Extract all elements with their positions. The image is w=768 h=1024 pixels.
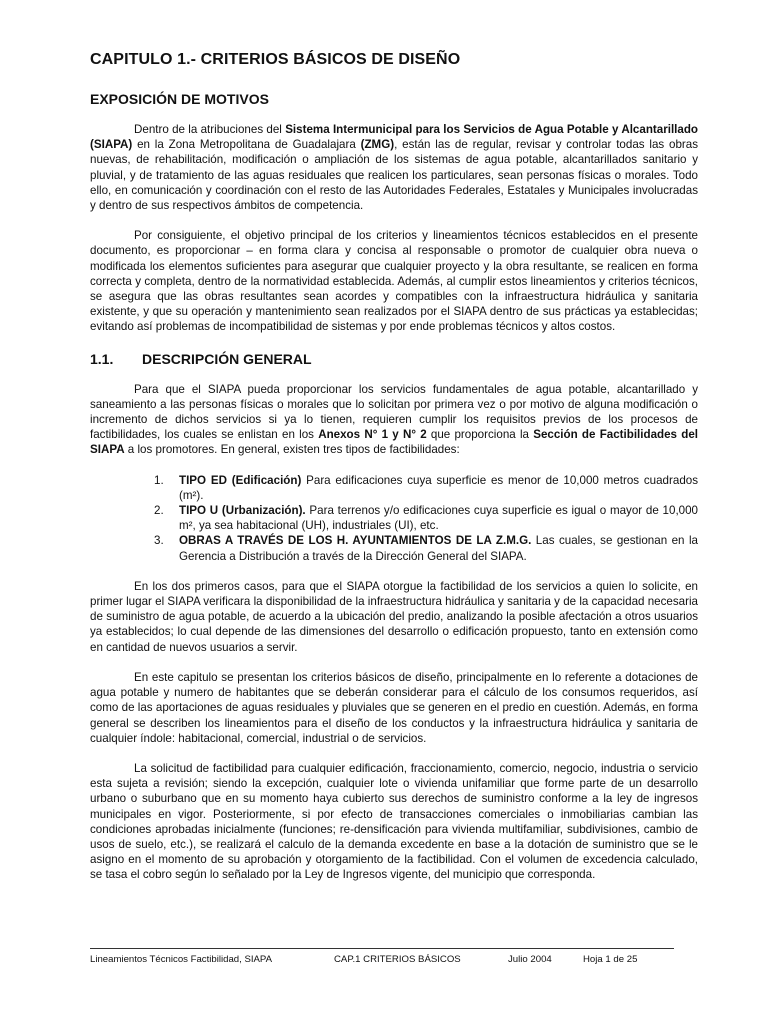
list-item bbox=[90, 473, 698, 503]
p3-text-1: Para que el SIAPA pueda proporcionar los servicios fundamentales de agua potable, alcantarillado y saneamiento a las personas físicas o morales que lo solicitan por primera vez o por motivo de alguna modificación o incremento de dichos servicios si ya lo tienen, requieren cumplir los requisitos previos de los procesos de factibilidades, los cuales se enlistan en los bbox=[90, 382, 698, 442]
paragraph-4: En los dos primeros casos, para que el SIAPA otorgue la factibilidad de los servicios a quien lo solicite, en primer lugar el SIAPA verificara la disponibilidad de la infraestructura hidráulica y sanitaria y de la capacidad necesaria de suministro de agua potable, de acuerdo a la ubicación del predio, analizando la posible afectación a otros usuarios ya establecidos; lo cual depende de las dimensiones del desarrollo o edificación propuesto, tanto en extensión como en cantidad de nuevos usuarios a servir. bbox=[90, 579, 698, 654]
list-number: 1. bbox=[154, 473, 164, 487]
list-item-bold: TIPO U (Urbanización). bbox=[179, 504, 306, 518]
footer-page-number: Hoja 1 de 25 bbox=[583, 954, 638, 965]
section-heading-exposicion: EXPOSICIÓN DE MOTIVOS bbox=[90, 91, 269, 107]
list-number: 2. bbox=[154, 504, 164, 518]
list-item-bold: TIPO ED (Edificación) bbox=[179, 473, 302, 487]
section-label: DESCRIPCIÓN GENERAL bbox=[142, 350, 312, 367]
list-item bbox=[90, 503, 698, 533]
paragraph-3 bbox=[90, 382, 698, 458]
list-item-text: Para edificaciones cuya superficie es menor de 10,000 metros cuadrados (m²). bbox=[179, 473, 699, 502]
list-item bbox=[90, 533, 698, 563]
list-item-text: Las cuales, se gestionan en la Gerencia a Distribución a través de la Dirección General del SIAPA. bbox=[179, 534, 698, 563]
list-item-text: Para terrenos y/o edificaciones cuya superficie es igual o mayor de 10,000 m², ya sea habitacional (UH), industriales (UI), etc. bbox=[179, 504, 699, 533]
footer-date: Julio 2004 bbox=[508, 954, 552, 965]
list-item-bold: OBRAS A TRAVÉS DE LOS H. AYUNTAMIENTOS DE LA Z.M.G. bbox=[179, 534, 532, 548]
paragraph-5: En este capitulo se presentan los criterios básicos de diseño, principalmente en lo referente a dotaciones de agua potable y numero de habitantes que se deberán considerar para el cálculo de los consumos requeridos, así como de las aportaciones de aguas residuales y pluviales que se generen en el predio en cuestión. Además, en forma general se describen los lineamientos para el diseño de los conductos y la infraestructura hidráulica y sanitaria de cualquier índole: habitacional, comercial, industrial o de servicios. bbox=[90, 670, 698, 745]
p1-text-1: Dentro de la atribuciones del bbox=[134, 123, 286, 136]
paragraph-6: La solicitud de factibilidad para cualquier edificación, fraccionamiento, comercio, negocio, industria o servicio esta sujeta a revisión; siendo la excepción, cualquier lote o vivienda unifamiliar que forme parte de un desarrollo urbano o suburbano que en su momento haya cubierto sus derechos de suministro conforme a la ley de ingresos municipales en vigor. Posteriormente, si por efecto de transacciones comerciales o inmobiliarias cambian las condiciones aprobadas inicialmente (funciones; re-densificación para vivienda multifamiliar, subdivisiones, cambio de usos de suelo, etc.), se realizará el calculo de la demanda excedente en base a la dotación de suministro que se le asigno en el momento de su aprobación y otorgamiento de la factibilidad. Con el volumen de excedencia calculado, se tasa el cobro según lo señalado por la Ley de Ingresos vigente, del municipio que corresponda. bbox=[90, 761, 698, 882]
page-footer bbox=[90, 948, 674, 965]
p1-bold-zmg: (ZMG) bbox=[360, 138, 395, 152]
footer-document-name: Lineamientos Técnicos Factibilidad, SIAPA bbox=[90, 954, 273, 965]
p3-bold-anexos: Anexos N° 1 y N° 2 bbox=[318, 428, 427, 442]
section-number: 1.1. bbox=[90, 350, 114, 367]
p3-bold-seccion: Sección de Factibilidades del SIAPA bbox=[90, 428, 698, 457]
p3-text-3: a los promotores. En general, existen tres tipos de factibilidades: bbox=[124, 443, 460, 457]
factibility-types-list bbox=[90, 473, 698, 564]
p3-text-2: que proporciona la bbox=[426, 428, 534, 442]
page-content bbox=[90, 50, 698, 898]
paragraph-2: Por consiguiente, el objetivo principal de los criterios y lineamientos técnicos establecidos en el presente documento, es proporcionar – en forma clara y concisa al responsable o promotor de cualquier obra nueva o modificada los elementos suficientes para asegurar que cualquier proyecto y la obra resultante, se realicen en forma correcta y completa, dentro de la normatividad establecida. Además, al cumplir estos lineamientos y criterios técnicos, se asegura que las obras resultantes sean acordes y compatibles con la infraestructura hidráulica y sanitaria existente, y que su operación y mantenimiento sean realizados por el SIAPA dentro de sus prácticas ya establecidas; evitando así problemas de incompatibilidad de sistemas y por ende problemas técnicos y altos costos. bbox=[90, 229, 698, 334]
list-number: 3. bbox=[154, 534, 164, 548]
footer-chapter: CAP.1 CRITERIOS BÁSICOS bbox=[334, 954, 461, 965]
paragraph-1 bbox=[90, 122, 698, 213]
p1-text-3: , están las de regular, revisar y controlar todas las obras nuevas, de rehabilitación, modificación o ampliación de los sistemas de agua potable, alcantarillados sanitario y pluvial, y de tratamiento de las aguas residuales que realicen los particulares, sean personas físicas o morales. Todo ello, en comunicación y coordinación con el resto de las Autoridades Federales, Estatales y Municipales involucradas y dentro de sus respectivos ámbitos de competencia. bbox=[90, 138, 699, 213]
p1-text-2: en la Zona Metropolitana de Guadalajara bbox=[132, 138, 361, 152]
section-heading-descripcion bbox=[90, 350, 698, 368]
chapter-title: CAPITULO 1.- CRITERIOS BÁSICOS DE DISEÑO bbox=[90, 51, 461, 68]
p1-bold-siapa: Sistema Intermunicipal para los Servicios de Agua Potable y Alcantarillado (SIAPA) bbox=[90, 123, 698, 152]
